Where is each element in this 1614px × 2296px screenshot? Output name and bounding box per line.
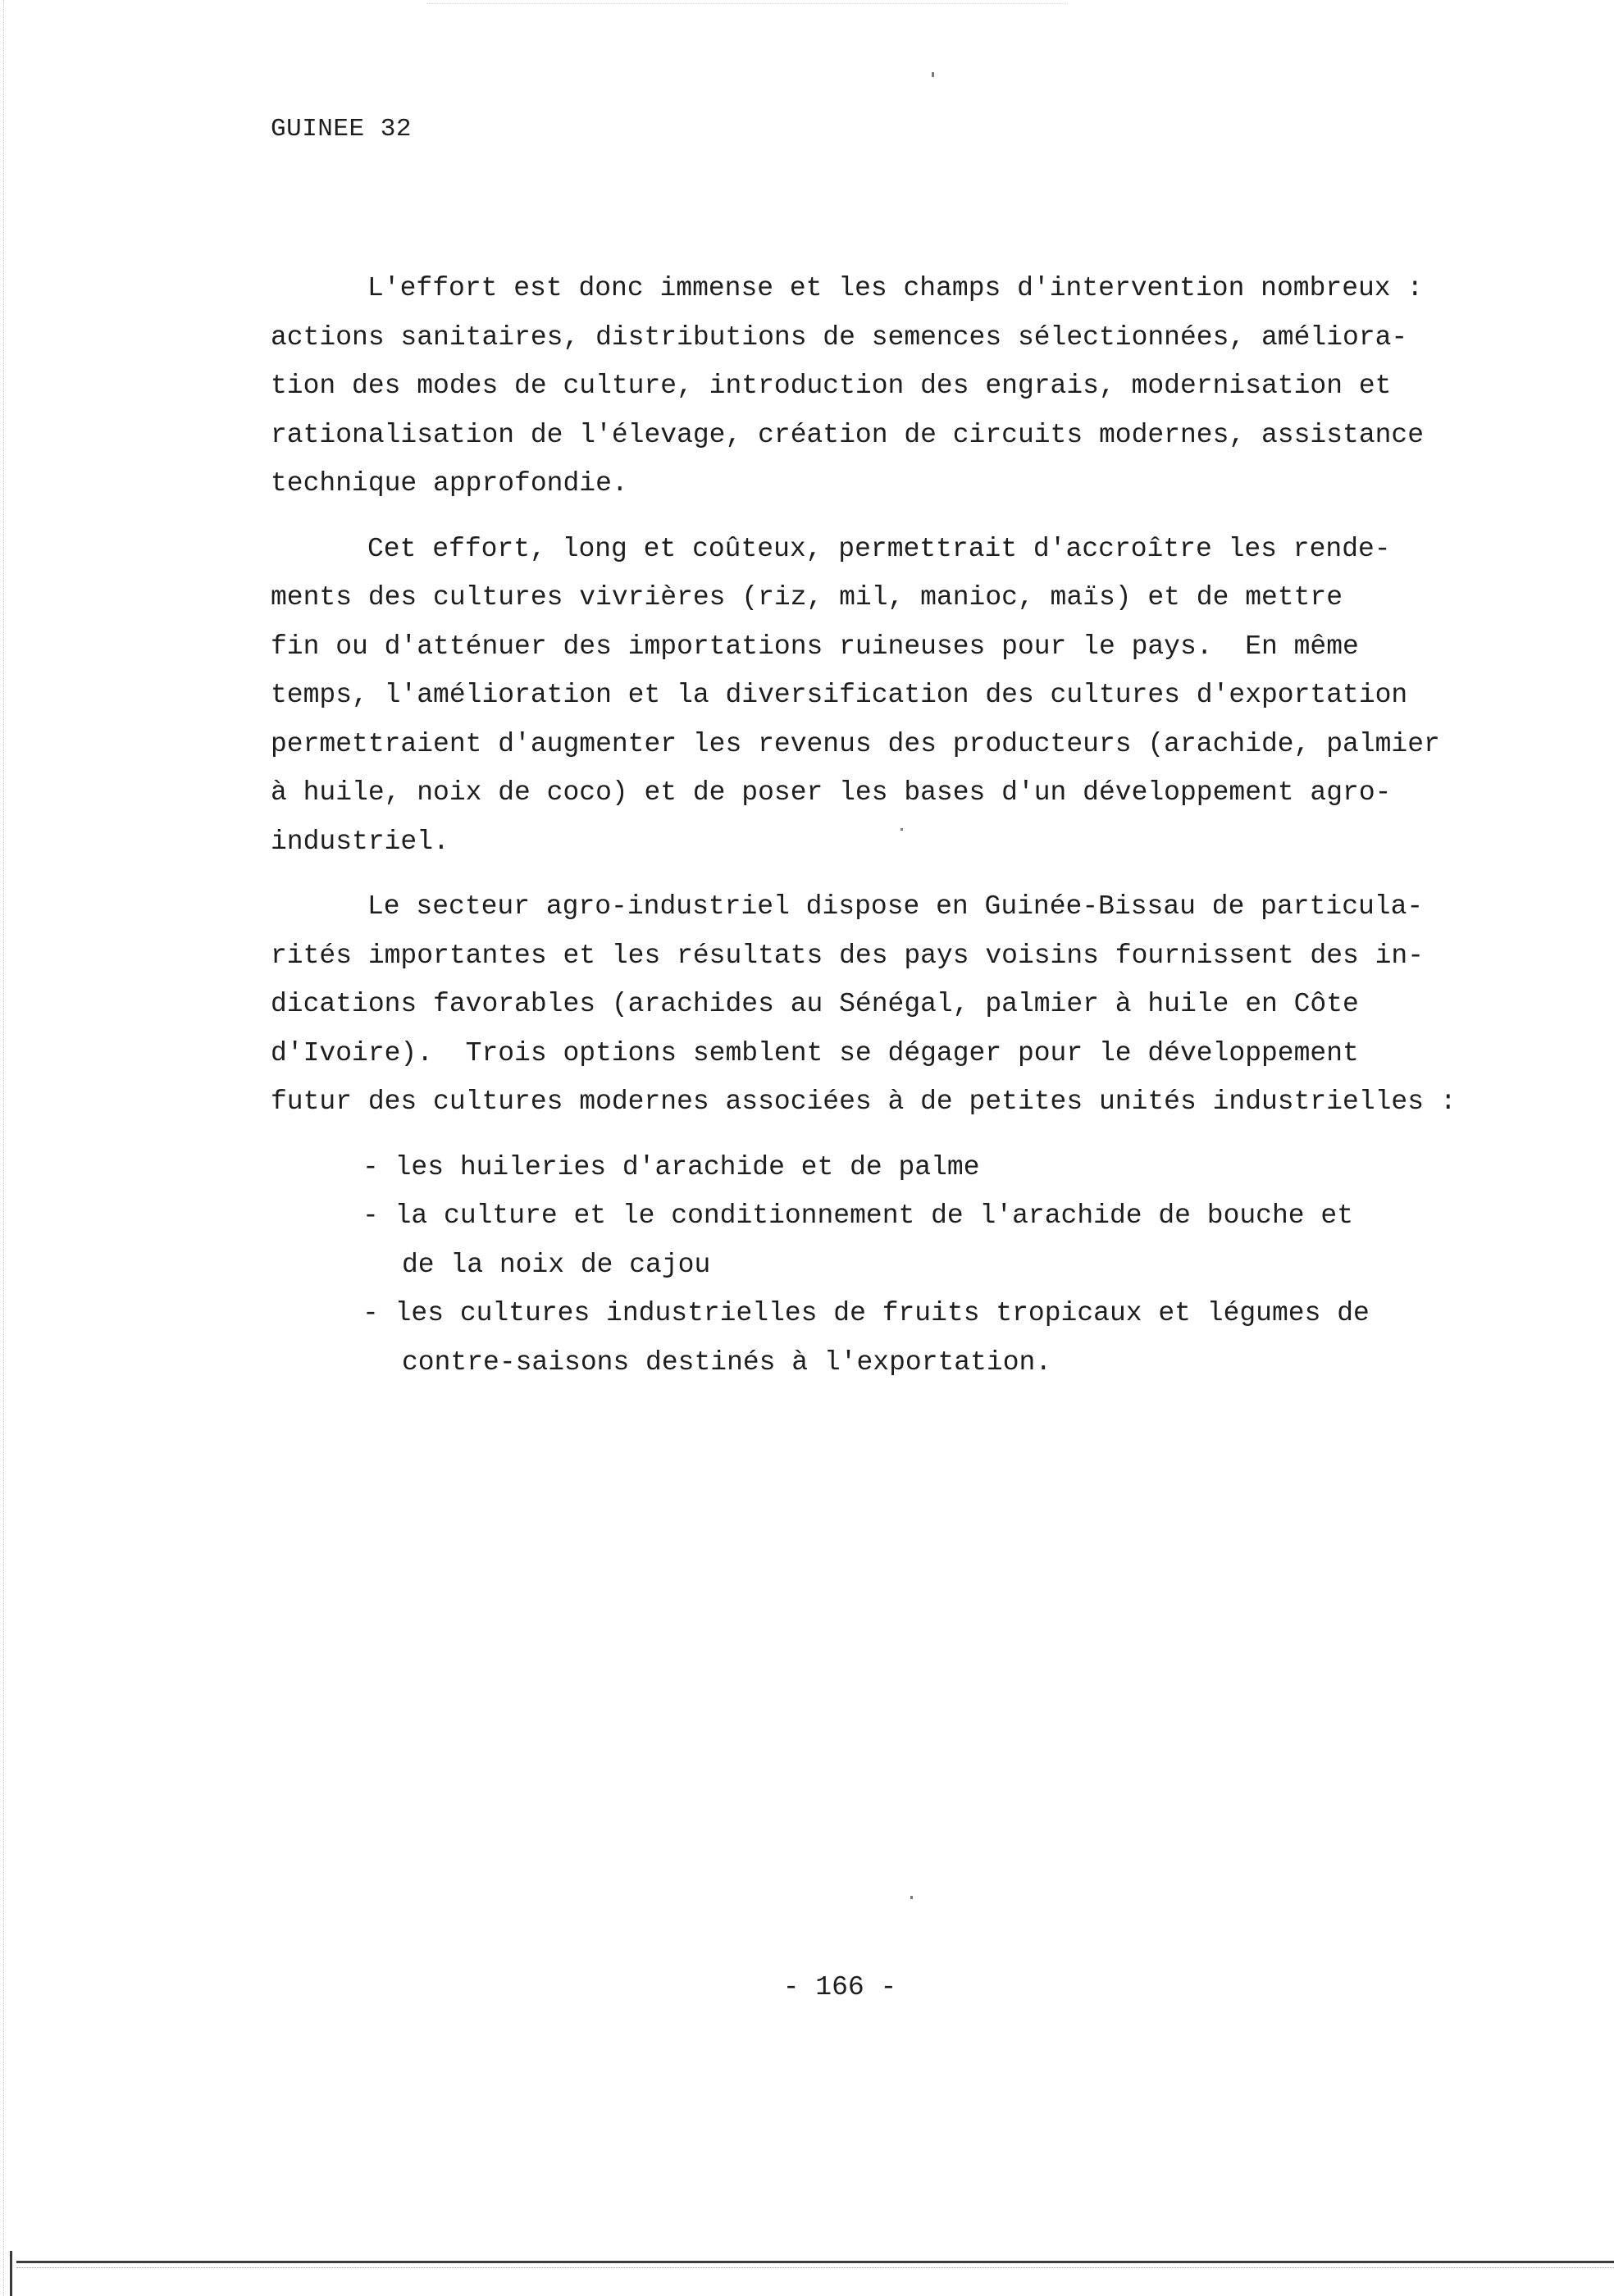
- bottom-rule-faint: [16, 2267, 1614, 2268]
- text-line: Le secteur agro-industriel dispose en Guinée-Bissau de particula-: [367, 891, 1424, 922]
- paragraph-3: [271, 882, 1484, 1127]
- text-line: rités importantes et les résultats des pays voisins fournissent des in-: [271, 940, 1425, 971]
- list-item: [271, 1143, 1484, 1192]
- text-line: technique approfondie.: [271, 468, 628, 499]
- scan-speck: [932, 72, 934, 77]
- document-body: [271, 264, 1484, 1387]
- scan-speck: [910, 1896, 913, 1899]
- bottom-rule: [16, 2261, 1614, 2263]
- scan-corner-mark: [10, 2251, 12, 2296]
- text-line: actions sanitaires, distributions de semences sélectionnées, améliora-: [271, 321, 1408, 353]
- text-line: à huile, noix de coco) et de poser les bases d'un développement agro-: [271, 777, 1392, 808]
- options-list: [271, 1143, 1484, 1387]
- text-line: ments des cultures vivrières (riz, mil, manioc, maïs) et de mettre: [271, 582, 1343, 613]
- page-header: GUINEE 32: [271, 115, 412, 144]
- scan-left-edge: [3, 0, 6, 2296]
- paragraph-1: [271, 264, 1484, 508]
- list-item-text: de la noix de cajou: [402, 1249, 711, 1280]
- scan-speck: [900, 828, 903, 831]
- text-line: futur des cultures modernes associées à de petites unités industrielles :: [271, 1086, 1457, 1117]
- scan-top-edge: [426, 3, 1066, 6]
- list-item-text: contre-saisons destinés à l'exportation.: [402, 1346, 1052, 1378]
- paragraph-2: [271, 525, 1484, 867]
- list-item-text: - la culture et le conditionnement de l'arachide de bouche et: [362, 1200, 1353, 1231]
- list-item-text: - les cultures industrielles de fruits tropicaux et légumes de: [362, 1298, 1370, 1328]
- text-line: rationalisation de l'élevage, création de circuits modernes, assistance: [271, 419, 1425, 450]
- page-number: - 166 -: [782, 1972, 897, 2002]
- text-line: L'effort est donc immense et les champs d'intervention nombreux :: [367, 273, 1424, 303]
- text-line: dications favorables (arachides au Sénégal, palmier à huile en Côte: [271, 989, 1359, 1019]
- text-line: industriel.: [271, 826, 449, 857]
- list-item-text: - les huileries d'arachide et de palme: [362, 1151, 980, 1182]
- text-line: Cet effort, long et coûteux, permettrait d'accroître les rende-: [367, 533, 1391, 564]
- text-line: tion des modes de culture, introduction des engrais, modernisation et: [271, 371, 1392, 401]
- text-line: d'Ivoire). Trois options semblent se dégager pour le développement: [271, 1037, 1359, 1068]
- text-line: fin ou d'atténuer des importations ruineuses pour le pays. En même: [271, 631, 1359, 662]
- text-line: permettraient d'augmenter les revenus des producteurs (arachide, palmier: [271, 728, 1440, 759]
- list-item: [271, 1191, 1484, 1289]
- list-item: [271, 1289, 1484, 1387]
- text-line: temps, l'amélioration et la diversification des cultures d'exportation: [271, 680, 1408, 710]
